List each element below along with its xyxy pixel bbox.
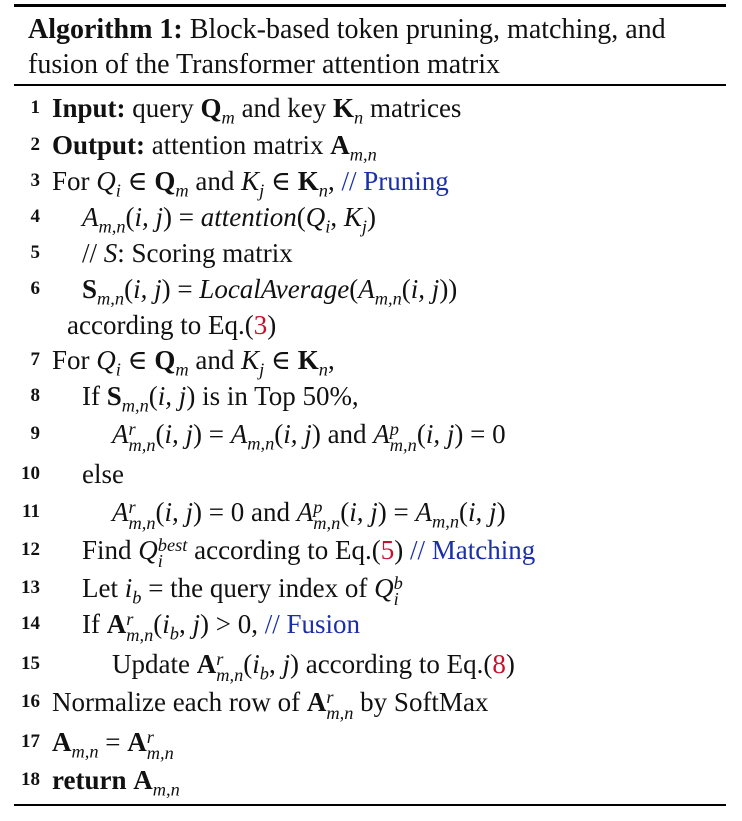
algo-line-7 bbox=[14, 342, 726, 378]
line-content: If $S_{m,n}(i$, j) is in Top 50%, bbox=[82, 381, 359, 416]
line-content: Let $i_b$ = the query index of Q b i bbox=[82, 572, 403, 610]
line-number: 6 bbox=[30, 278, 40, 299]
line-content: $A_{m,n}(i$, $j) = attention(Q_i$, $K_j$) bbox=[82, 202, 376, 237]
bottom-rule bbox=[14, 804, 726, 806]
comment-pruning: // Pruning bbox=[341, 166, 449, 196]
text: Normalize each row of bbox=[52, 687, 301, 717]
line-number: 3 bbox=[30, 170, 40, 191]
text: according to Eq.( bbox=[67, 310, 254, 340]
math-zero: 0 bbox=[492, 419, 506, 449]
algo-line-10 bbox=[14, 456, 726, 492]
text: = the query index of bbox=[148, 573, 368, 603]
line-number: 15 bbox=[21, 653, 40, 674]
eq-ref[interactable]: 8 bbox=[492, 649, 506, 679]
line-number: 1 bbox=[30, 97, 40, 118]
text: If bbox=[82, 609, 100, 639]
math-A: A bbox=[330, 130, 350, 160]
line-number: 9 bbox=[30, 423, 40, 444]
line-number: 7 bbox=[30, 349, 40, 370]
text: : Scoring matrix bbox=[117, 238, 293, 268]
eq-ref[interactable]: 5 bbox=[380, 535, 395, 565]
algo-line-16 bbox=[14, 684, 726, 724]
text: and key bbox=[241, 93, 327, 123]
algo-line-11 bbox=[14, 494, 726, 534]
algo-line-3 bbox=[14, 163, 726, 199]
eq-ref[interactable]: 3 bbox=[253, 310, 268, 340]
line-number: 10 bbox=[21, 463, 40, 484]
text: Find bbox=[82, 535, 132, 565]
math-sub: m,n bbox=[349, 144, 377, 165]
text: and bbox=[195, 345, 235, 375]
line-number: 5 bbox=[30, 242, 40, 263]
line-content: Find Q best i according to Eq.(5) // Matching bbox=[82, 534, 536, 572]
line-number: 4 bbox=[30, 206, 40, 227]
line-content: For $Q_i$ ∈ $Q_m$ and $K_j$ ∈ $K_n$, bbox=[52, 345, 335, 380]
math-sub: n bbox=[354, 107, 364, 128]
text: For bbox=[52, 345, 90, 375]
text: else bbox=[82, 459, 124, 489]
algo-line-5 bbox=[14, 235, 726, 271]
math-sub: m bbox=[221, 107, 235, 128]
header-rule bbox=[14, 84, 726, 86]
text: attention matrix bbox=[151, 130, 324, 160]
text: ) bbox=[394, 535, 404, 565]
caption-text: Block-based token pruning, matching, and fusion of the Transformer attention matrix bbox=[28, 14, 666, 80]
line-number: 12 bbox=[21, 539, 40, 560]
algo-line-6-cont bbox=[14, 307, 726, 343]
math-sup: b bbox=[393, 572, 403, 593]
math-zero: 0 bbox=[230, 497, 245, 527]
keyword-output: Output: bbox=[52, 130, 146, 160]
keyword-input: Input: bbox=[52, 93, 126, 123]
line-content bbox=[52, 127, 377, 163]
line-content bbox=[82, 456, 124, 492]
algo-line-1 bbox=[14, 90, 726, 126]
text: If bbox=[82, 381, 100, 411]
text: query bbox=[132, 93, 194, 123]
line-number: 17 bbox=[21, 731, 40, 752]
line-content: $A_{m,n} = A$ r m,n bbox=[52, 726, 174, 764]
text: Update bbox=[112, 649, 190, 679]
algo-line-17 bbox=[14, 724, 726, 764]
text: Let bbox=[82, 573, 118, 603]
algo-line-13 bbox=[14, 570, 726, 610]
algo-line-4 bbox=[14, 199, 726, 235]
algo-line-15 bbox=[14, 646, 726, 686]
text: and bbox=[251, 497, 290, 527]
math-Q: Q bbox=[200, 93, 222, 123]
math-S: S bbox=[103, 238, 118, 268]
line-number: 16 bbox=[21, 691, 40, 712]
line-number: 13 bbox=[21, 577, 40, 598]
line-content: Normalize each row of A r m,n by SoftMax bbox=[52, 686, 489, 724]
text: and bbox=[327, 419, 367, 449]
text: // bbox=[82, 238, 98, 268]
top-rule bbox=[14, 4, 726, 7]
line-number: 11 bbox=[22, 501, 40, 522]
line-content: For $Q_i$ ∈ $Q_m$ and $K_j$ ∈ $K_n$, // Pruning bbox=[52, 166, 449, 201]
function-name: attention bbox=[200, 202, 297, 232]
algo-line-6 bbox=[14, 271, 726, 307]
line-content: return $A_{m,n}$ bbox=[52, 765, 180, 800]
text: according to Eq.( bbox=[194, 535, 381, 565]
text: and bbox=[195, 166, 235, 196]
algo-line-2 bbox=[14, 127, 726, 163]
text: ) bbox=[505, 649, 515, 679]
line-number: 14 bbox=[21, 613, 40, 634]
line-content: $S_{m,n}(i$, $j) = LocalAverage(A_{m,n}(i$, j)) bbox=[82, 274, 458, 309]
line-content: Update A r m,n ($i_b$, j) according to Eq.(8) bbox=[112, 648, 515, 686]
text: matrices bbox=[369, 93, 462, 123]
line-content bbox=[67, 307, 276, 343]
algorithm-box bbox=[14, 0, 726, 821]
algo-line-8 bbox=[14, 378, 726, 414]
line-number: 2 bbox=[30, 134, 40, 155]
text: is in Top 50%, bbox=[202, 381, 359, 411]
caption-label: Algorithm 1: bbox=[28, 14, 183, 45]
line-content: A r m,n (i, $j) = A_{m,n}(i$, j) and A p m,n (i, j) = 0 bbox=[112, 418, 506, 456]
algo-line-12 bbox=[14, 532, 726, 572]
line-content: A r m,n (i, j) = 0 and A p m,n (i, $j) = A_{m,n}(i$, j) bbox=[112, 496, 506, 534]
line-content bbox=[82, 235, 293, 271]
text: by SoftMax bbox=[360, 687, 489, 717]
line-number: 18 bbox=[21, 769, 40, 790]
comment-fusion: // Fusion bbox=[264, 609, 360, 639]
algorithm-caption bbox=[28, 12, 718, 82]
algo-line-18 bbox=[14, 762, 726, 798]
keyword-return: return bbox=[52, 765, 127, 795]
algo-line-14 bbox=[14, 606, 726, 646]
text: ) bbox=[267, 310, 277, 340]
math-zero: 0, bbox=[237, 609, 258, 639]
comment-matching: // Matching bbox=[410, 535, 536, 565]
line-content: If A r m,n ($i_b$, j) > 0, // Fusion bbox=[82, 608, 360, 646]
line-content bbox=[52, 90, 461, 126]
math-K: K bbox=[333, 93, 355, 123]
function-name: LocalAverage bbox=[199, 274, 350, 304]
math-sup: best bbox=[157, 534, 188, 555]
text: For bbox=[52, 166, 90, 196]
line-number: 8 bbox=[30, 385, 40, 406]
algo-line-9 bbox=[14, 416, 726, 456]
text: according to Eq.( bbox=[305, 649, 493, 679]
